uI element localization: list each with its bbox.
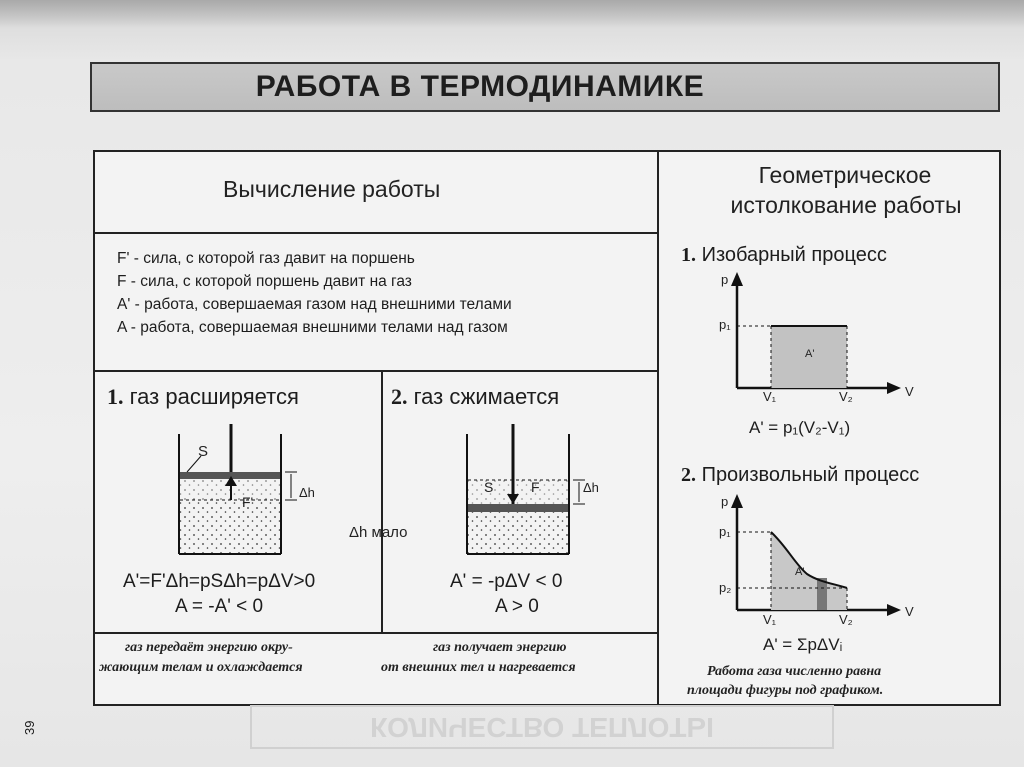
right-header-line2: истолкование работы [730, 192, 962, 218]
case2-label-f: F [531, 479, 540, 495]
definitions-separator [95, 370, 657, 372]
case1-label-s: S [198, 443, 209, 460]
case2-label-s: S [484, 479, 494, 495]
cases-divider [381, 370, 383, 632]
page-number: 39 [22, 720, 37, 735]
isobaric-formula: A' = p₁(V₂-V₁) [749, 418, 851, 437]
right-header-line1: Геометрическое [758, 162, 932, 188]
case1-heading: 1. газ расширяется [107, 384, 299, 409]
isobaric-area-label: A' [805, 348, 815, 360]
case2-formula2: A > 0 [495, 596, 539, 617]
arbitrary-graph [695, 492, 925, 624]
case1-note2: жающим телам и охлаждается [99, 660, 303, 675]
isobaric-v2: V₂ [839, 389, 853, 404]
page-shadow [0, 0, 1024, 28]
column-divider [657, 152, 659, 704]
case1-formula1: A'=F'Δh=pSΔh=pΔV>0 [123, 571, 316, 592]
isobaric-heading: 1. Изобарный процесс [681, 244, 887, 266]
case2-heading: 2. газ сжимается [391, 384, 560, 409]
left-header: Вычисление работы [223, 176, 441, 202]
isobaric-v1: V₁ [763, 389, 777, 404]
case1-label-dh: Δh [299, 485, 315, 500]
case2-note2: от внешних тел и нагревается [381, 660, 576, 675]
page-title: РАБОТА В ТЕРМОДИНАМИКЕ [255, 70, 705, 103]
arbitrary-area-label: A' [795, 566, 805, 578]
case2-formula1: A' = -pΔV < 0 [450, 571, 563, 592]
case1-label-f: F' [242, 494, 254, 510]
conclusion-line1: Работа газа численно равна [707, 664, 882, 679]
definition-item: A' - работа, совершаемая газом над внешними телами [117, 296, 512, 313]
arbitrary-axis-p: p [721, 494, 729, 509]
case2-note1: газ получает энергию [433, 640, 567, 655]
isobaric-graph [695, 270, 925, 405]
header-separator [95, 232, 657, 234]
definitions-list [117, 247, 512, 339]
footer-ghost-text: КОЛИЧЕСТВО ТЕПЛОТЫ [250, 705, 834, 749]
notes-separator [95, 632, 657, 634]
arbitrary-v2: V₂ [839, 612, 853, 627]
arbitrary-heading: 2. Произвольный процесс [681, 464, 920, 486]
case1-formula2: A = -A' < 0 [175, 596, 264, 617]
piston-expand-diagram [165, 424, 365, 564]
arbitrary-p1: p₁ [719, 524, 731, 539]
arbitrary-axis-v: V [905, 604, 914, 619]
arbitrary-p2: p₂ [719, 580, 732, 595]
definition-item: F - сила, с которой поршень давит на газ [117, 273, 412, 290]
case2-dh-small: Δh мало [349, 524, 408, 541]
case2-label-dh: Δh [583, 480, 599, 495]
title-bar [90, 62, 1000, 112]
conclusion-line2: площади фигуры под графиком. [687, 683, 884, 698]
definition-item: A - работа, совершаемая внешними телами над газом [117, 319, 508, 336]
case1-note1: газ передаёт энергию окру- [125, 640, 293, 655]
isobaric-axis-p: p [721, 272, 729, 287]
main-table [93, 150, 1001, 706]
isobaric-p1: p₁ [719, 317, 731, 332]
arbitrary-v1: V₁ [763, 612, 777, 627]
isobaric-axis-v: V [905, 384, 914, 399]
definition-item: F' - сила, с которой газ давит на поршень [117, 250, 415, 267]
arbitrary-formula: A' = ΣpΔVᵢ [763, 635, 843, 654]
